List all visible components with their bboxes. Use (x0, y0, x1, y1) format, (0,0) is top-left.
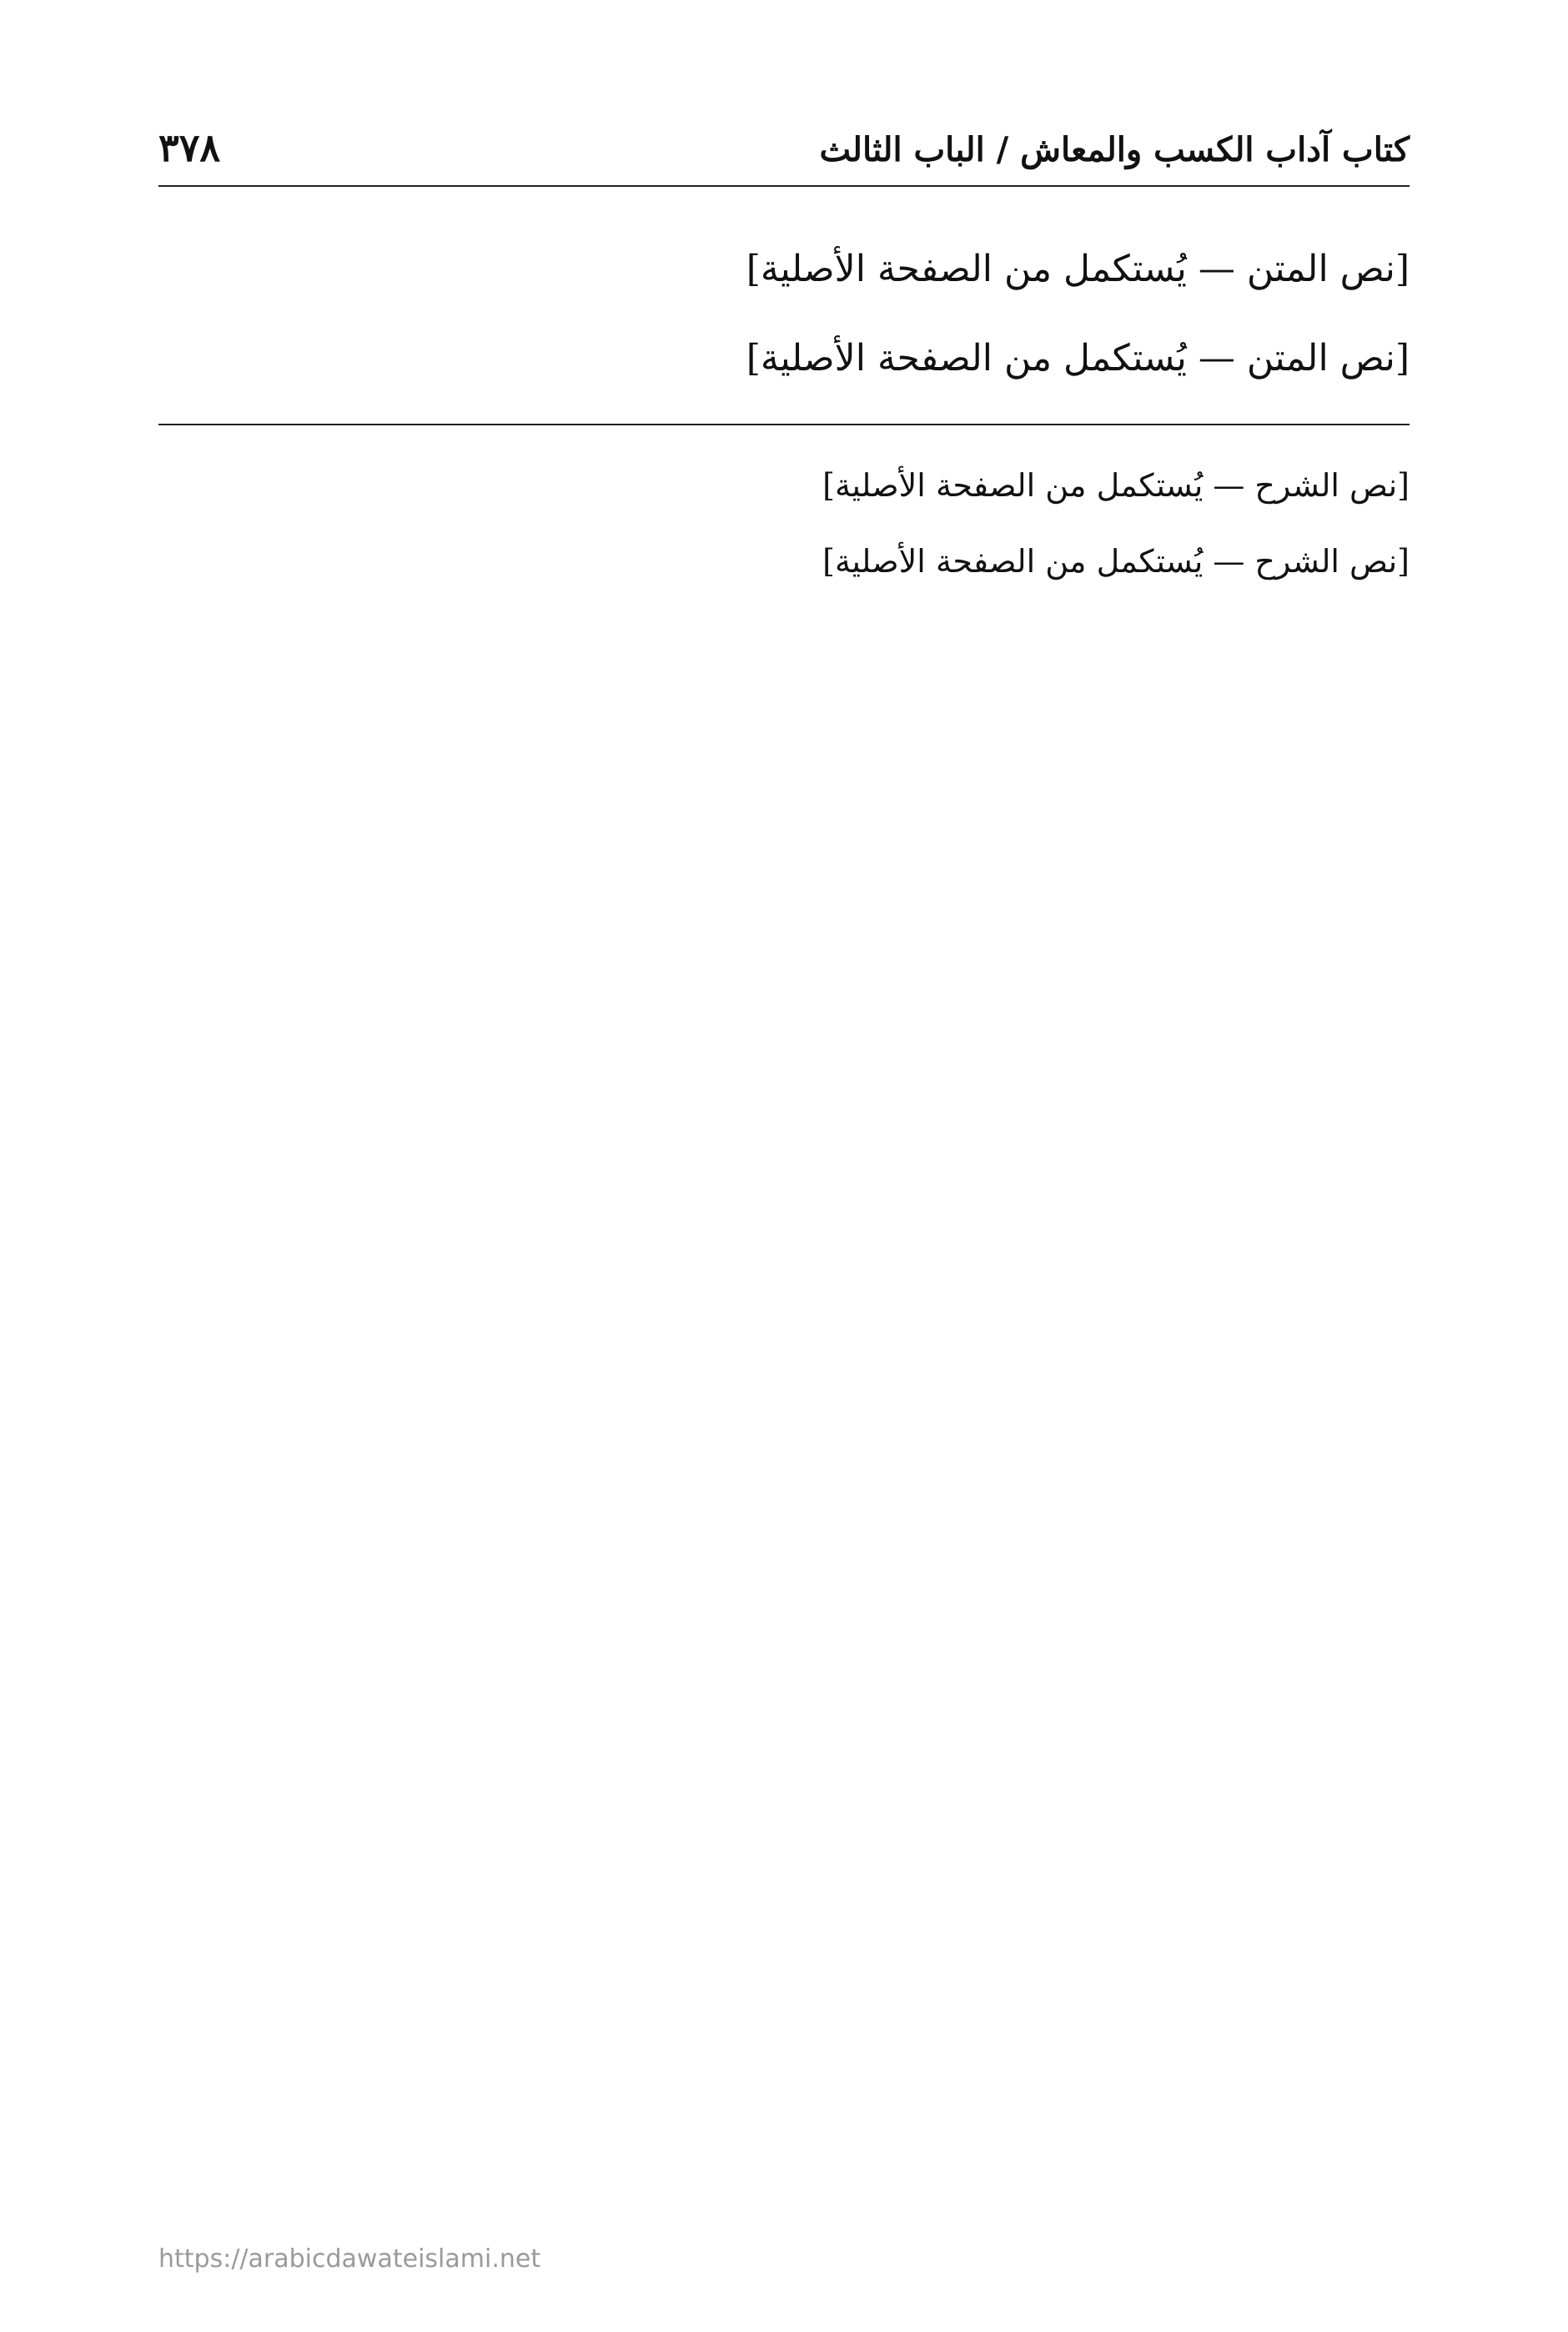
watermark-url: https://arabicdawateislami.net (158, 2244, 541, 2274)
main-paragraph: [نص المتن — يُستكمل من الصفحة الأصلية] (746, 248, 1410, 290)
main-text (158, 237, 1410, 390)
commentary-paragraph: [نص الشرح — يُستكمل من الصفحة الأصلية] (822, 542, 1410, 580)
commentary-paragraph: [نص الشرح — يُستكمل من الصفحة الأصلية] (822, 467, 1410, 504)
main-paragraph: [نص المتن — يُستكمل من الصفحة الأصلية] (746, 337, 1410, 379)
chapter-title: كتاب آداب الكسب والمعاش / الباب الثالث (819, 130, 1410, 169)
divider (158, 424, 1410, 425)
commentary-text (158, 459, 1410, 588)
page-number: ٣٧٨ (158, 125, 221, 170)
running-head (158, 125, 1410, 187)
